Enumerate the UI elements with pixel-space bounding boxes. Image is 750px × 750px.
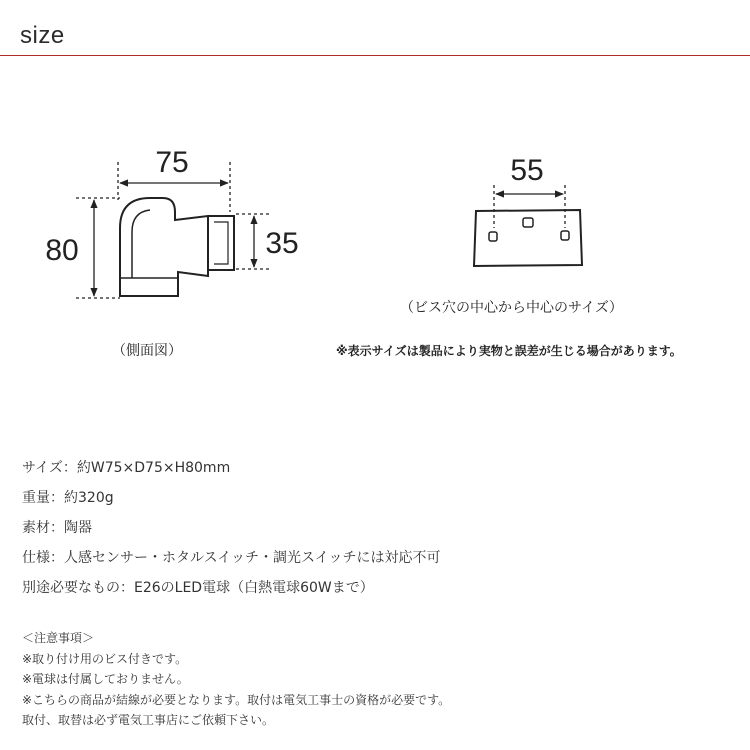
size-disclaimer: ※表示サイズは製品により実物と誤差が生じる場合があります。 bbox=[336, 344, 682, 358]
caution-installation: 取付、取替は必ず電気工事店にご依頼下さい。 bbox=[22, 713, 275, 727]
height-label: 80 bbox=[45, 234, 79, 267]
spec-size: サイズ：約W75×D75×H80mm bbox=[22, 460, 231, 476]
mount-view-drawing bbox=[474, 210, 582, 266]
screw-hole-left bbox=[489, 232, 497, 241]
spec-weight: 重量：約320g bbox=[22, 490, 114, 506]
depth-label: 35 bbox=[265, 227, 299, 260]
caution-screws: ※取り付け用のビス付きです。 bbox=[22, 651, 188, 666]
mount-view-caption: （ビス穴の中心から中心のサイズ） bbox=[400, 300, 623, 316]
screw-hole-right bbox=[561, 231, 569, 240]
caution-heading: ＜注意事項＞ bbox=[22, 631, 95, 645]
caution-wiring: ※こちらの商品が結線が必要となります。取付は電気工事士の資格が必要です。 bbox=[22, 692, 451, 707]
spec-compatibility: 仕様：人感センサー・ホタルスイッチ・調光スイッチには対応不可 bbox=[22, 550, 441, 566]
spec-list bbox=[22, 458, 440, 608]
mount-dimensions bbox=[494, 185, 565, 228]
center-hole bbox=[523, 218, 533, 227]
side-view-caption: （側面図） bbox=[112, 343, 182, 359]
lamp-body-outline bbox=[120, 198, 208, 296]
side-view-drawing bbox=[120, 198, 234, 296]
mount-plate bbox=[208, 216, 234, 270]
spacing-label: 55 bbox=[510, 154, 544, 187]
lamp-inner-arc bbox=[132, 210, 150, 278]
caution-bulb: ※電球は付属しておりません。 bbox=[22, 672, 189, 686]
width-label: 75 bbox=[155, 146, 189, 179]
section-title: size bbox=[20, 22, 65, 49]
spec-material: 素材：陶器 bbox=[22, 520, 92, 536]
caution-notes bbox=[22, 630, 450, 733]
spec-required-items: 別途必要なもの：E26のLED電球（白熱電球60Wまで） bbox=[22, 580, 374, 596]
